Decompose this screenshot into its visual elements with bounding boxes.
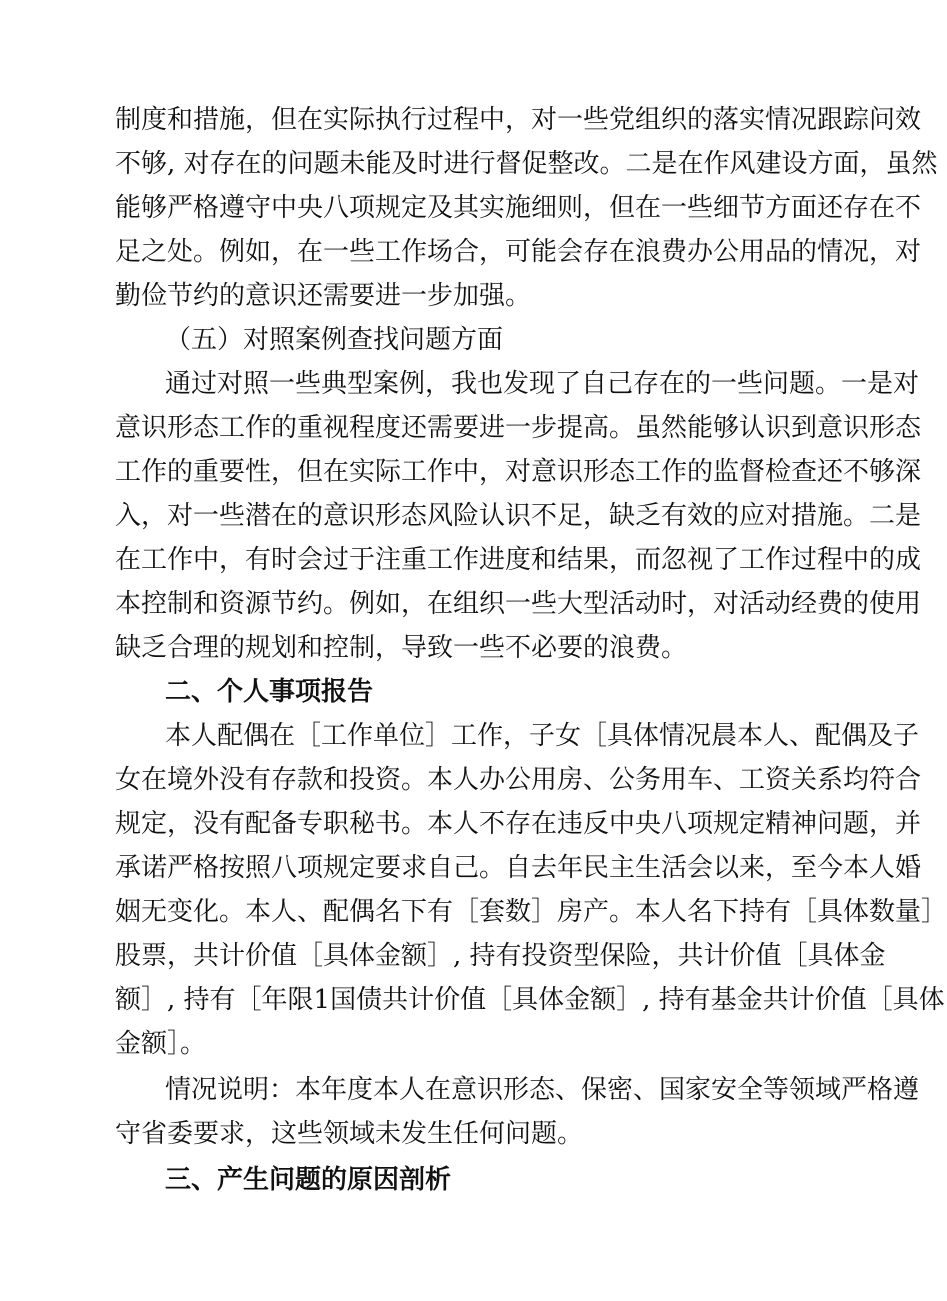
- paragraph-line: 女在境外没有存款和投资。本人办公用房、公务用车、工资关系均符合: [115, 765, 922, 795]
- paragraph-line: 不够, 对存在的问题未能及时进行督促整改。二是在作风建设方面，虽然: [115, 149, 938, 179]
- paragraph-line: 承诺严格按照八项规定要求自己。自去年民主生活会以来，至今本人婚: [115, 853, 922, 883]
- subsection-heading: （五）对照案例查找问题方面: [165, 325, 504, 355]
- section-heading: 三、产生问题的原因剖析: [165, 1165, 452, 1195]
- paragraph-line: 本人配偶在［工作单位］工作，子女［具体情况晨本人、配偶及子: [165, 721, 920, 751]
- paragraph-line: 通过对照一些典型案例，我也发现了自己存在的一些问题。一是对: [165, 369, 920, 399]
- paragraph-line: 规定，没有配备专职秘书。本人不存在违反中央八项规定精神问题，并: [115, 809, 922, 839]
- paragraph-line: 金额］。: [115, 1029, 207, 1059]
- paragraph-line: 守省委要求，这些领域未发生任何问题。: [115, 1119, 584, 1149]
- paragraph-line: 足之处。例如，在一些工作场合，可能会存在浪费办公用品的情况，对: [115, 237, 922, 267]
- paragraph-line: 入，对一些潜在的意识形态风险认识不足，缺乏有效的应对措施。二是: [115, 501, 922, 531]
- paragraph-line: 工作的重要性，但在实际工作中，对意识形态工作的监督检查还不够深: [115, 457, 922, 487]
- paragraph-line: 能够严格遵守中央八项规定及其实施细则，但在一些细节方面还存在不: [115, 193, 922, 223]
- paragraph-line: 在工作中，有时会过于注重工作进度和结果，而忽视了工作过程中的成: [115, 545, 922, 575]
- paragraph-line: 姻无变化。本人、配偶名下有［套数］房产。本人名下持有［具体数量］: [115, 897, 947, 927]
- paragraph-line: 意识形态工作的重视程度还需要进一步提高。虽然能够认识到意识形态: [115, 413, 922, 443]
- paragraph-line: 勤俭节约的意识还需要进一步加强。: [115, 281, 532, 311]
- paragraph-line: 制度和措施，但在实际执行过程中，对一些党组织的落实情况跟踪问效: [115, 105, 922, 135]
- paragraph-line: 缺乏合理的规划和控制，导致一些不必要的浪费。: [115, 633, 688, 663]
- paragraph-line: 股票，共计价值［具体金额］, 持有投资型保险，共计价值［具体金: [115, 941, 886, 971]
- paragraph-line: 本控制和资源节约。例如，在组织一些大型活动时，对活动经费的使用: [115, 589, 922, 619]
- section-heading: 二、个人事项报告: [165, 677, 374, 707]
- paragraph-line: 额］, 持有［年限1国债共计价值［具体金额］, 持有基金共计价值［具体: [115, 985, 945, 1015]
- paragraph-line: 情况说明：本年度本人在意识形态、保密、国家安全等领域严格遵: [165, 1075, 920, 1105]
